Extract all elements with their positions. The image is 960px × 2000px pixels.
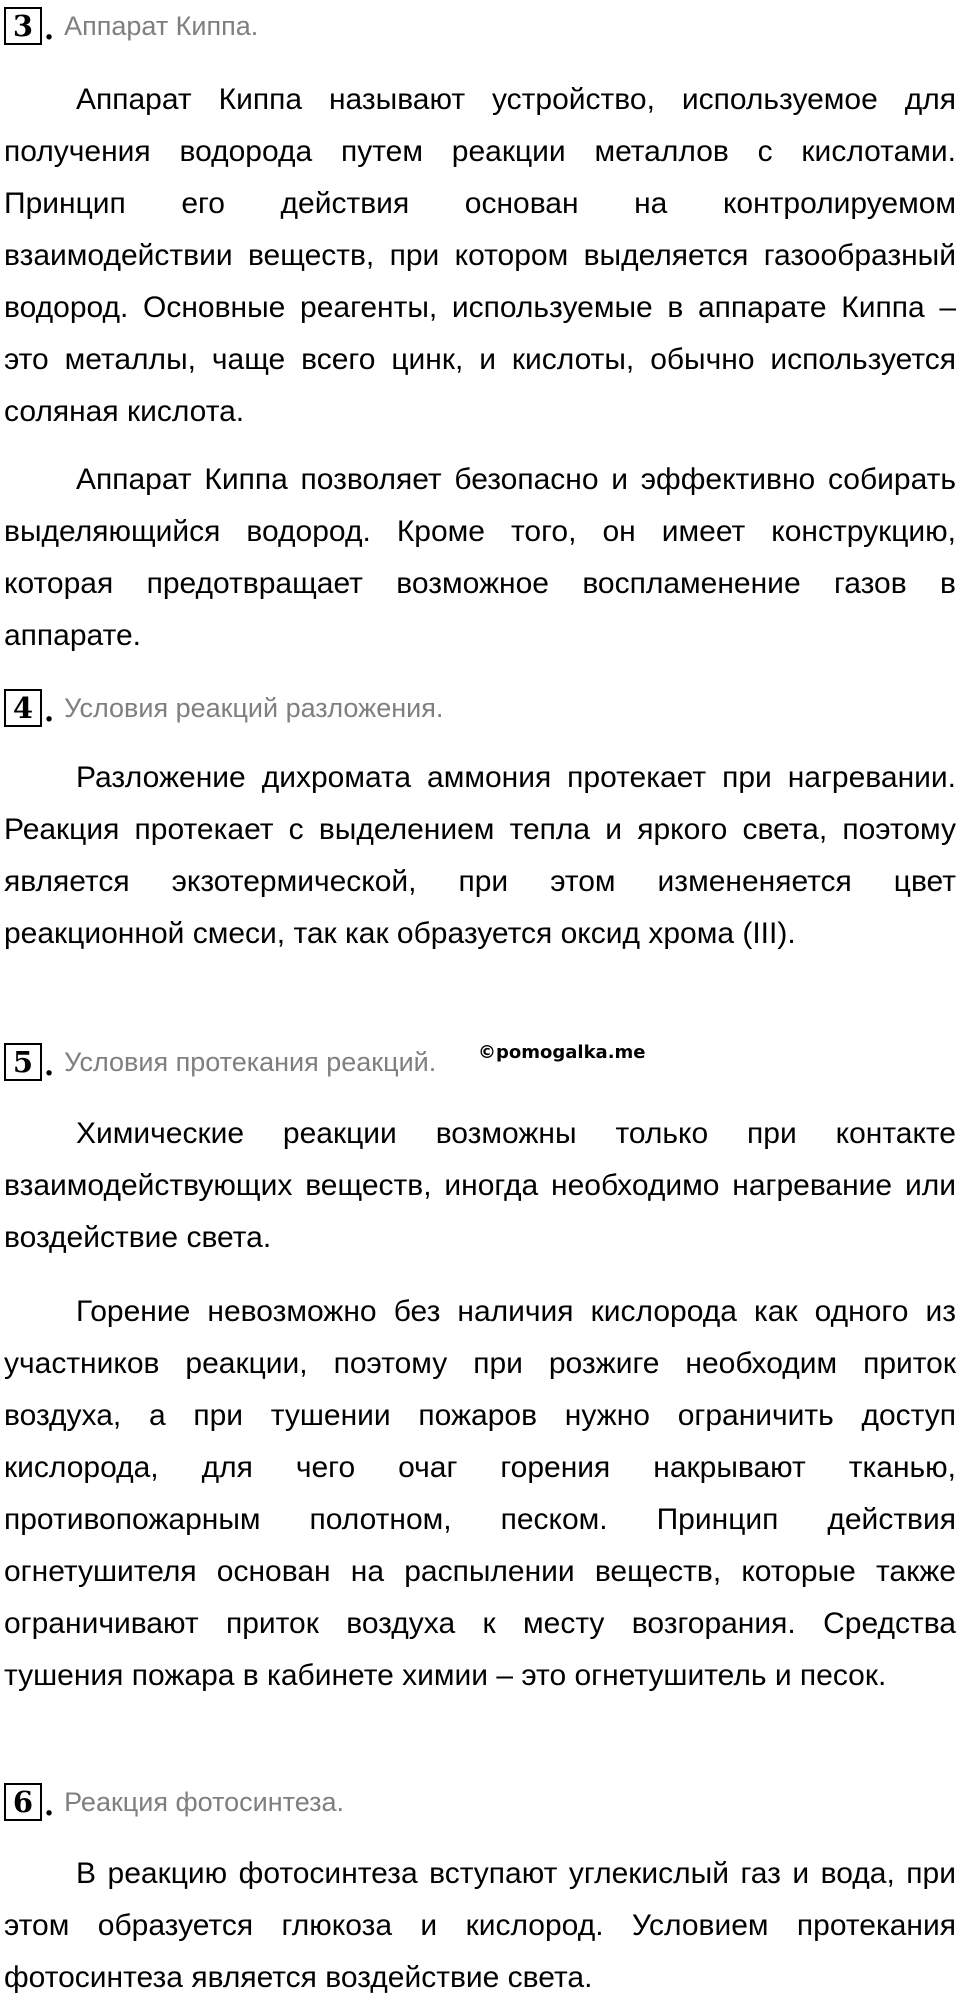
- section-number-dot: .: [44, 694, 55, 728]
- section-number-box: 6: [4, 1783, 42, 1821]
- section-6-header: [4, 1782, 344, 1822]
- section-title: Условия реакций разложения.: [64, 692, 444, 723]
- section-6-paragraph-1: В реакцию фотосинтеза вступают углекислый газ и вода, при этом образуется глюкоза и кислород. Условием протекания фотосинтеза является воздействие света.: [4, 1857, 956, 1994]
- section-5-paragraph-1: Химические реакции возможны только при контакте взаимодействующих веществ, иногда необходимо нагревание или воздействие света.: [4, 1117, 956, 1254]
- section-title: Условия протекания реакций.: [64, 1046, 437, 1077]
- section-3-header: [4, 6, 258, 46]
- section-4-header: [4, 688, 443, 728]
- section-3-paragraph-1: Аппарат Киппа называют устройство, используемое для получения водорода путем реакции металлов с кислотами. Принцип его действия основан на контролируемом взаимодействии веществ, при котором выделяется газообразный водород. Основные реагенты, используемые в аппарате Киппа – это металлы, чаще всего цинк, и кислоты, обычно используется соляная кислота.: [4, 83, 956, 428]
- section-number-box: 5: [4, 1043, 42, 1081]
- section-title: Реакция фотосинтеза.: [64, 1786, 345, 1817]
- section-title: Аппарат Киппа.: [64, 10, 259, 41]
- section-5-paragraph-2: Горение невозможно без наличия кислорода как одного из участников реакции, поэтому при розжиге необходим приток воздуха, а при тушении пожаров нужно ограничить доступ кислорода, для чего очаг горения накрывают тканью, противопожарным полотном, песком. Принцип действия огнетушителя основан на распылении веществ, которые также ограничивают приток воздуха к месту возгорания. Средства тушения пожара в кабинете химии – это огнетушитель и песок.: [4, 1295, 956, 1692]
- section-number-dot: .: [44, 12, 55, 46]
- section-3-paragraph-2: Аппарат Киппа позволяет безопасно и эффективно собирать выделяющийся водород. Кроме того, он имеет конструкцию, которая предотвращает возможное воспламенение газов в аппарате.: [4, 463, 956, 652]
- section-number-box: 4: [4, 689, 42, 727]
- section-5-header: [4, 1042, 436, 1082]
- section-number-dot: .: [44, 1788, 55, 1822]
- section-4-paragraph-1: Разложение дихромата аммония протекает при нагревании. Реакция протекает с выделением тепла и яркого света, поэтому является экзотермической, при этом измененяется цвет реакционной смеси, так как образуется оксид хрома (III).: [4, 761, 956, 950]
- section-number-dot: .: [44, 1048, 55, 1082]
- section-number-box: 3: [4, 7, 42, 45]
- watermark-text: ©pomogalka.me: [478, 1042, 646, 1063]
